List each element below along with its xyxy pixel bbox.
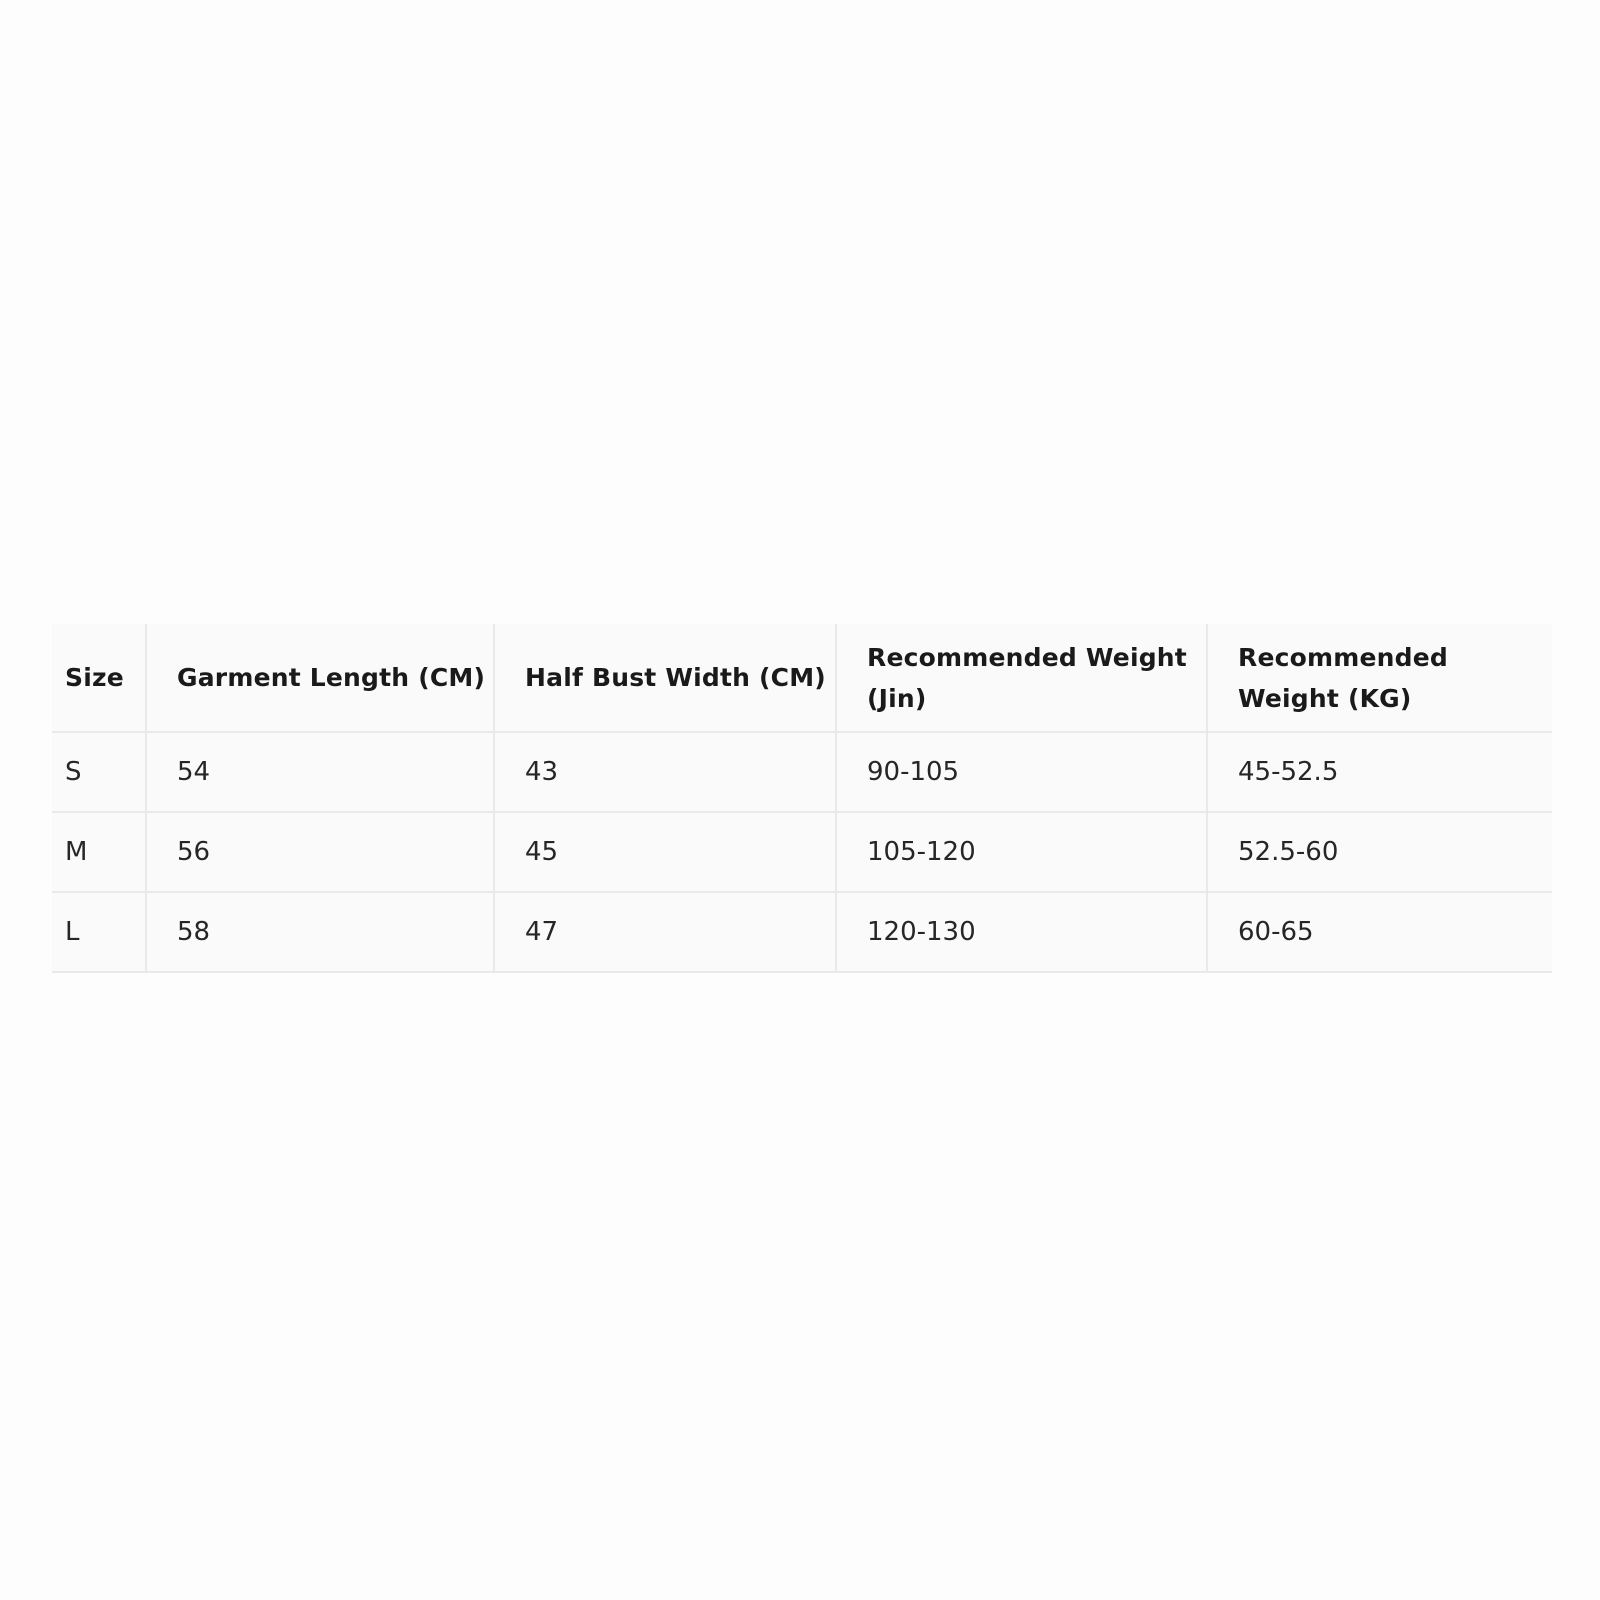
cell-size: L [52,892,146,972]
cell-half-bust-width: 47 [494,892,836,972]
table-header-row [52,624,1552,732]
header-size: Size [52,624,146,732]
cell-weight-kg: 60-65 [1207,892,1552,972]
cell-weight-jin: 90-105 [836,732,1207,812]
cell-weight-jin: 120-130 [836,892,1207,972]
header-recommended-weight-jin: Recommended Weight (Jin) [836,624,1207,732]
cell-garment-length: 54 [146,732,494,812]
size-chart-table [52,624,1552,973]
table-row [52,732,1552,812]
table-row [52,812,1552,892]
table-row [52,892,1552,972]
cell-size: M [52,812,146,892]
header-garment-length: Garment Length (CM) [146,624,494,732]
cell-garment-length: 58 [146,892,494,972]
cell-garment-length: 56 [146,812,494,892]
header-recommended-weight-kg: Recommended Weight (KG) [1207,624,1552,732]
cell-size: S [52,732,146,812]
cell-weight-jin: 105-120 [836,812,1207,892]
cell-weight-kg: 52.5-60 [1207,812,1552,892]
cell-half-bust-width: 43 [494,732,836,812]
header-half-bust-width: Half Bust Width (CM) [494,624,836,732]
cell-half-bust-width: 45 [494,812,836,892]
cell-weight-kg: 45-52.5 [1207,732,1552,812]
